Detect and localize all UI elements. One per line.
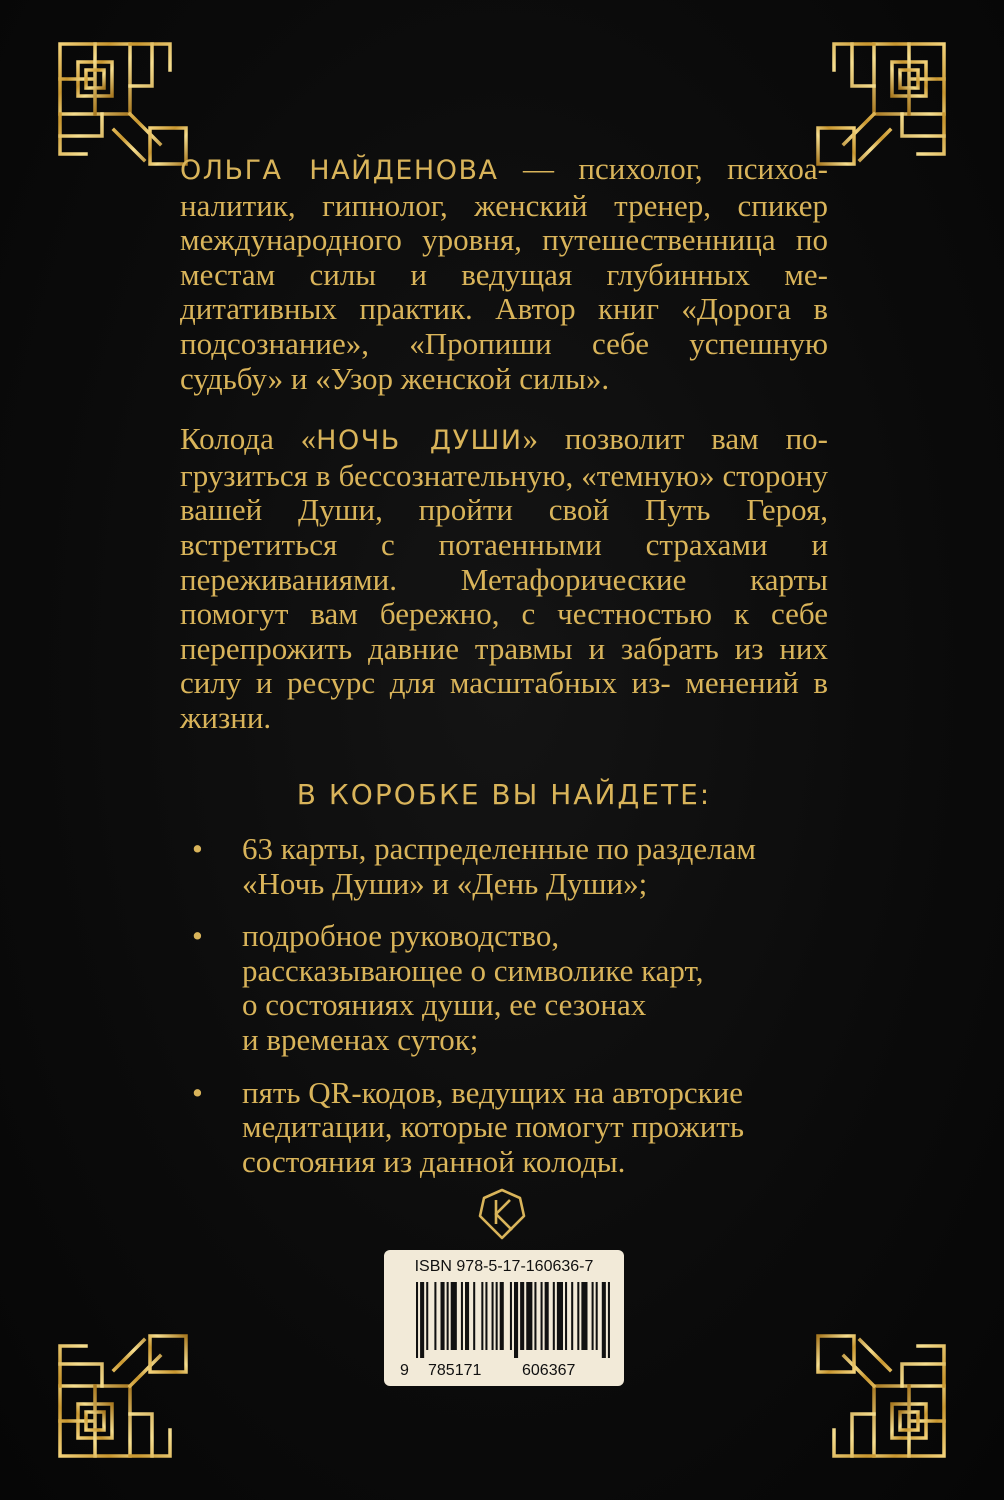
item-line: о состояниях души, ее сезонах <box>242 987 647 1023</box>
barcode-bar <box>447 1282 449 1350</box>
barcode-bar <box>541 1282 543 1350</box>
about-author-paragraph <box>180 152 828 396</box>
bullet-icon: • <box>192 918 203 954</box>
author-line: — психолог, психоа- <box>498 151 828 186</box>
item-line: и временах суток; <box>242 1022 479 1058</box>
author-line: дитативных практик. Автор книг «Дорога <box>180 291 791 327</box>
author-line: в подсознание», «Пропиши себе успешную <box>180 291 829 361</box>
contents-heading: В КОРОБКЕ ВЫ НАЙДЕТЕ: <box>296 777 712 811</box>
barcode-bar <box>434 1282 436 1350</box>
deck-suffix: » позволит вам по- <box>522 421 828 457</box>
deck-line: грузиться в бессознательную, «темную» <box>180 457 715 493</box>
barcode-bar <box>581 1282 587 1350</box>
barcode-bar <box>426 1282 428 1350</box>
deck-line: помогут вам бережно, с честностью к себе <box>180 596 828 632</box>
list-item <box>180 1076 828 1180</box>
item-line: медитации, которые помогут прожить <box>242 1109 744 1145</box>
list-item <box>180 832 828 901</box>
isbn-barcode-label <box>384 1250 624 1386</box>
deck-prefix: Колода « <box>180 421 317 457</box>
barcode-bar <box>416 1282 418 1358</box>
barcode-bar <box>592 1282 594 1350</box>
author-name: ОЛЬГА НАЙДЕНОВА <box>180 155 499 186</box>
barcode-bar <box>514 1282 518 1358</box>
list-item <box>180 919 828 1057</box>
deck-name: НОЧЬ ДУШИ <box>316 425 523 457</box>
item-line: состояния из данной колоды. <box>242 1143 626 1179</box>
barcode-bar <box>492 1282 494 1350</box>
barcode-bar <box>577 1282 579 1350</box>
barcode-bar <box>461 1282 463 1350</box>
author-line: налитик, гипнолог, женский тренер, спикер <box>180 187 828 223</box>
item-line: рассказывающее о символике карт, <box>242 952 704 988</box>
deck-line: Героя, встретиться с потаенными страхами <box>180 492 829 562</box>
item-line: 63 карты, распределенные по разделам <box>242 831 756 867</box>
barcode <box>416 1282 612 1358</box>
barcode-bar <box>553 1282 555 1350</box>
text-area <box>180 152 828 1197</box>
deck-line: из них силу и ресурс для масштабных из- <box>180 630 829 701</box>
barcode-bar <box>565 1282 567 1350</box>
isbn-number: ISBN 978-5-17-160636-7 <box>414 1258 594 1275</box>
barcode-digits-left: 785171 <box>428 1362 482 1379</box>
barcode-bar <box>420 1282 424 1358</box>
barcode-bar <box>465 1282 469 1350</box>
deck-line: и переживаниями. Метафорические карты <box>180 526 828 597</box>
bullet-icon: • <box>192 1074 203 1110</box>
deck-description-paragraph <box>180 422 828 735</box>
barcode-bar <box>485 1282 487 1350</box>
barcode-bar <box>520 1282 524 1350</box>
deck-line: сторону вашей Души, пройти свой Путь <box>180 457 829 528</box>
author-line: судьбу» и «Узор женской силы». <box>180 360 610 396</box>
barcode-bar <box>571 1282 573 1350</box>
item-line: «Ночь Души» и «День Души»; <box>242 865 648 901</box>
barcode-bar <box>602 1282 606 1358</box>
barcode-bar <box>473 1282 475 1350</box>
barcode-bar <box>510 1282 512 1350</box>
barcode-bar <box>496 1282 498 1350</box>
deck-line: менений в жизни. <box>180 665 828 735</box>
barcode-digit-first: 9 <box>400 1362 409 1379</box>
barcode-bar <box>526 1282 532 1350</box>
barcode-bar <box>500 1282 504 1350</box>
barcode-bar <box>441 1282 445 1350</box>
barcode-bar <box>481 1282 483 1350</box>
author-line: международного уровня, путешественница <box>180 222 776 258</box>
barcode-bar <box>596 1282 598 1350</box>
contents-list <box>180 832 828 1179</box>
item-line: пять QR-кодов, ведущих на авторские <box>242 1074 743 1110</box>
author-line: по местам силы и ведущая глубинных ме- <box>180 222 828 292</box>
barcode-bar <box>557 1282 563 1350</box>
barcode-bar <box>608 1282 610 1358</box>
deck-line: перепрожить давние травмы и забрать <box>180 630 719 666</box>
publisher-k-logo-icon <box>474 1186 530 1242</box>
item-line: подробное руководство, <box>242 918 560 954</box>
bullet-icon: • <box>192 831 203 867</box>
barcode-bar <box>545 1282 549 1350</box>
barcode-bar <box>534 1282 536 1350</box>
barcode-digits-right: 606367 <box>522 1362 576 1379</box>
barcode-bar <box>451 1282 457 1350</box>
